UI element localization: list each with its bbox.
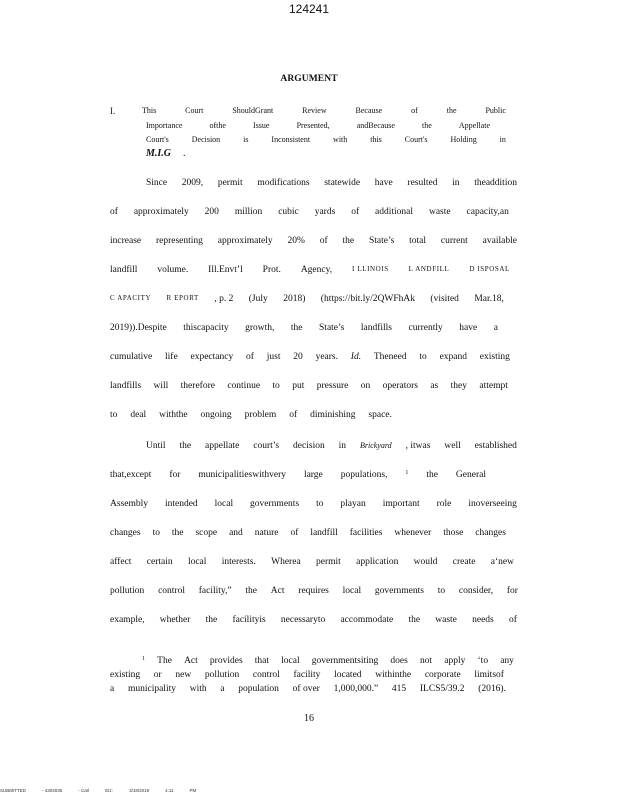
word: Court's bbox=[146, 135, 169, 144]
word: limitsof bbox=[474, 670, 504, 680]
word: ongoing bbox=[200, 410, 232, 420]
word: changes bbox=[475, 528, 506, 538]
word: Court's bbox=[404, 135, 428, 144]
word: needs bbox=[472, 615, 494, 625]
word: control bbox=[158, 586, 185, 596]
word: example, bbox=[110, 615, 145, 625]
word: of bbox=[508, 615, 517, 625]
word: Appellate bbox=[458, 121, 490, 130]
word: a bbox=[220, 684, 225, 694]
word: nature bbox=[254, 528, 279, 538]
word: increase bbox=[110, 236, 142, 246]
word: of bbox=[110, 207, 118, 217]
paragraph-2-line-5 bbox=[110, 557, 514, 567]
word: the bbox=[408, 615, 421, 625]
word: the bbox=[446, 106, 457, 115]
word: pollution bbox=[110, 586, 145, 596]
word: I LLINOIS bbox=[352, 265, 389, 273]
word: landfill bbox=[110, 265, 138, 275]
word: important bbox=[382, 499, 420, 509]
paragraph-1-line-5 bbox=[110, 294, 504, 304]
filing-stamp bbox=[0, 788, 196, 793]
word: the bbox=[422, 121, 432, 130]
word: the bbox=[171, 528, 184, 538]
stamp-text: - 4304035 bbox=[42, 788, 63, 793]
word: cumulative bbox=[110, 352, 153, 362]
word: (https://bit.ly/2QWFhAk bbox=[320, 294, 415, 304]
stamp-text: Etz: bbox=[105, 788, 114, 793]
word: 20% bbox=[287, 236, 305, 246]
word: that,except bbox=[110, 470, 152, 480]
word: with bbox=[333, 135, 348, 144]
paragraph-1-line-3 bbox=[110, 236, 517, 246]
paragraph-1-line-2 bbox=[110, 207, 509, 217]
word: the bbox=[179, 441, 192, 451]
point-heading-line-1 bbox=[142, 106, 506, 115]
word: large bbox=[303, 470, 323, 480]
word: as bbox=[430, 381, 439, 391]
word: have bbox=[459, 323, 478, 333]
word: of bbox=[289, 410, 298, 420]
case-name-mig: M.I.G bbox=[146, 148, 172, 159]
word: Importance bbox=[146, 121, 183, 130]
word: Holding bbox=[450, 135, 477, 144]
word: of over bbox=[292, 684, 320, 694]
word: would bbox=[413, 557, 438, 567]
word: (July bbox=[248, 294, 268, 304]
word: whenever bbox=[394, 528, 432, 538]
word: new bbox=[175, 670, 192, 680]
word: , itwas bbox=[405, 441, 431, 451]
word: therefore bbox=[180, 381, 215, 391]
word: 2009, bbox=[181, 178, 204, 188]
word: court’s bbox=[253, 441, 280, 451]
footnote-number: 1 bbox=[142, 656, 145, 662]
word: Assembly bbox=[110, 499, 148, 509]
word: . bbox=[183, 148, 186, 159]
word: population bbox=[238, 684, 279, 694]
word: to bbox=[316, 499, 324, 509]
paragraph-2-line-3 bbox=[110, 499, 517, 509]
word: of bbox=[246, 352, 254, 362]
word: municipalitieswithvery bbox=[198, 470, 286, 480]
paragraph-2-line-6 bbox=[110, 586, 518, 596]
word: life bbox=[165, 352, 178, 362]
word: Court bbox=[185, 106, 204, 115]
word: playan bbox=[340, 499, 366, 509]
word: years. bbox=[315, 352, 338, 362]
word: for bbox=[506, 586, 518, 596]
word: affect bbox=[110, 557, 132, 567]
word: ShouldGrant bbox=[232, 106, 274, 115]
word: governments bbox=[250, 499, 300, 509]
word: provides bbox=[209, 656, 243, 666]
word: space. bbox=[368, 410, 392, 420]
word: landfills bbox=[110, 381, 142, 391]
footnote-marker: 1 bbox=[405, 470, 409, 476]
word: Review bbox=[302, 106, 327, 115]
footnote-line-3 bbox=[110, 684, 506, 694]
word: with bbox=[189, 684, 207, 694]
word: yards bbox=[314, 207, 336, 217]
word: in bbox=[499, 135, 506, 144]
word: populations, bbox=[340, 470, 388, 480]
word: facilities bbox=[349, 528, 383, 538]
word: approximately bbox=[133, 207, 189, 217]
paragraph-2-line-2 bbox=[110, 470, 486, 480]
stamp-text: - Carl bbox=[78, 788, 90, 793]
word: 2018) bbox=[283, 294, 306, 304]
point-heading-line-2 bbox=[146, 121, 490, 130]
word: available bbox=[482, 236, 517, 246]
word: 1,000,000.” bbox=[333, 684, 379, 694]
paragraph-1-line-4 bbox=[110, 265, 510, 275]
word: will bbox=[153, 381, 169, 391]
word: landfills bbox=[360, 323, 392, 333]
word: Until bbox=[146, 441, 166, 451]
word: a bbox=[493, 323, 498, 333]
word: growth, bbox=[245, 323, 275, 333]
word: is bbox=[243, 135, 249, 144]
word: approximately bbox=[217, 236, 273, 246]
paragraph-1-line-8 bbox=[110, 381, 508, 391]
word: local bbox=[187, 557, 207, 567]
word: Because bbox=[355, 106, 383, 115]
word: decision bbox=[293, 441, 325, 451]
word: to bbox=[110, 410, 118, 420]
word: capacity,an bbox=[466, 207, 509, 217]
word: State’s bbox=[319, 323, 345, 333]
paragraph-1-line-6 bbox=[110, 323, 498, 333]
word: or bbox=[153, 670, 162, 680]
word: appellate bbox=[205, 441, 240, 451]
stamp-text: 3/18/2019 bbox=[129, 788, 150, 793]
word: the bbox=[342, 236, 355, 246]
word: resulted bbox=[407, 178, 438, 188]
paragraph-1-line-1 bbox=[146, 178, 517, 188]
word: theaddition bbox=[474, 178, 517, 188]
document-number: 124241 bbox=[288, 2, 330, 16]
point-number: I. bbox=[110, 106, 116, 116]
word: pressure bbox=[316, 381, 349, 391]
word: (visited bbox=[430, 294, 459, 304]
word: General bbox=[455, 470, 486, 480]
word: to bbox=[419, 352, 427, 362]
word: landfill bbox=[310, 528, 338, 538]
word: current bbox=[440, 236, 468, 246]
word: permit bbox=[217, 178, 243, 188]
word: governmentsiting bbox=[311, 656, 379, 666]
word: have bbox=[374, 178, 393, 188]
word: whether bbox=[159, 615, 191, 625]
word: necessaryto bbox=[280, 615, 326, 625]
word: governments bbox=[374, 586, 424, 596]
word: withthe bbox=[159, 410, 188, 420]
word: Presented, bbox=[296, 121, 330, 130]
word: Wherea bbox=[271, 557, 301, 567]
footnote-line-1 bbox=[142, 656, 514, 666]
word: a‘new bbox=[490, 557, 514, 567]
word: existing bbox=[479, 352, 510, 362]
word: just bbox=[266, 352, 281, 362]
word: problem bbox=[244, 410, 277, 420]
stamp-text: 4:11 bbox=[165, 788, 174, 793]
word: andBecause bbox=[356, 121, 395, 130]
word: Id. bbox=[350, 352, 362, 362]
word: facility,” bbox=[198, 586, 232, 596]
word: on bbox=[360, 381, 371, 391]
word: and bbox=[229, 528, 243, 538]
word: of bbox=[290, 528, 299, 538]
paragraph-2-line-7 bbox=[110, 615, 517, 625]
word: Issue bbox=[253, 121, 270, 130]
word: those bbox=[443, 528, 464, 538]
word: in bbox=[452, 178, 460, 188]
word: local bbox=[281, 656, 300, 666]
word: Act bbox=[184, 656, 198, 666]
word: Decision bbox=[191, 135, 221, 144]
word: create bbox=[452, 557, 476, 567]
word: application bbox=[356, 557, 399, 567]
word: municipality bbox=[127, 684, 176, 694]
word: existing bbox=[110, 670, 141, 680]
word: the bbox=[426, 470, 438, 480]
word: continue bbox=[227, 381, 261, 391]
word: ofthe bbox=[209, 121, 226, 130]
word: the bbox=[205, 615, 218, 625]
word: put bbox=[292, 381, 305, 391]
word: a bbox=[110, 684, 115, 694]
word: to bbox=[152, 528, 160, 538]
word: the bbox=[245, 586, 258, 596]
word: volume. bbox=[157, 265, 189, 275]
word: consider, bbox=[458, 586, 494, 596]
word: that bbox=[254, 656, 270, 666]
word: expectancy bbox=[190, 352, 234, 362]
word: scope bbox=[195, 528, 218, 538]
paragraph-1-line-9 bbox=[110, 410, 392, 420]
word: corporate bbox=[424, 670, 461, 680]
stamp-text: PM bbox=[189, 788, 197, 793]
word: C APACITY bbox=[110, 294, 152, 302]
word: 200 bbox=[204, 207, 219, 217]
word: to bbox=[437, 586, 446, 596]
word: requires bbox=[298, 586, 329, 596]
word: Inconsistent bbox=[271, 135, 311, 144]
word: any bbox=[500, 656, 514, 666]
word: inoverseeing bbox=[468, 499, 517, 509]
word: pollution bbox=[204, 670, 240, 680]
word: not bbox=[419, 656, 433, 666]
word: does bbox=[390, 656, 408, 666]
word: R EPORT bbox=[166, 294, 199, 302]
word: established bbox=[474, 441, 517, 451]
word: facilityis bbox=[232, 615, 266, 625]
word: of bbox=[351, 207, 360, 217]
page-number: 16 bbox=[304, 713, 314, 724]
word: additional bbox=[375, 207, 414, 217]
word: this bbox=[370, 135, 382, 144]
word: apply bbox=[444, 656, 466, 666]
word: , p. 2 bbox=[214, 294, 234, 304]
word: attempt bbox=[479, 381, 508, 391]
word: ‘to bbox=[477, 656, 489, 666]
word: waste bbox=[428, 207, 451, 217]
word: for bbox=[169, 470, 181, 480]
word: interests. bbox=[221, 557, 256, 567]
case-name-brickyard: Brickyard bbox=[359, 441, 392, 450]
word: Public bbox=[485, 106, 506, 115]
word: Ill.Envt’l bbox=[208, 265, 243, 275]
point-heading-line-3 bbox=[146, 135, 506, 144]
word: million bbox=[234, 207, 263, 217]
word: local bbox=[214, 499, 234, 509]
word: representing bbox=[155, 236, 203, 246]
word: operators bbox=[382, 381, 418, 391]
word: well bbox=[444, 441, 461, 451]
word: withinthe bbox=[375, 670, 412, 680]
paragraph-1-line-7 bbox=[110, 352, 510, 362]
word: State’s bbox=[368, 236, 395, 246]
word: Since bbox=[146, 178, 168, 188]
word: changes bbox=[110, 528, 141, 538]
stamp-text: SUBMITTED bbox=[0, 788, 27, 793]
word: Prot. bbox=[262, 265, 281, 275]
word: facility bbox=[293, 670, 321, 680]
word: D ISPOSAL bbox=[469, 265, 510, 273]
footnote-line-2 bbox=[110, 670, 504, 680]
word: currently bbox=[408, 323, 443, 333]
word: Act bbox=[270, 586, 285, 596]
word: the bbox=[290, 323, 303, 333]
word: of bbox=[319, 236, 328, 246]
word: of bbox=[411, 106, 418, 115]
word: This bbox=[142, 106, 157, 115]
word: control bbox=[252, 670, 280, 680]
word: accommodate bbox=[340, 615, 394, 625]
word: 20 bbox=[293, 352, 303, 362]
word: Agency, bbox=[300, 265, 333, 275]
word: certain bbox=[146, 557, 173, 567]
word: to bbox=[272, 381, 280, 391]
word: total bbox=[409, 236, 427, 246]
word: 415 bbox=[391, 684, 407, 694]
word: The bbox=[157, 656, 172, 666]
word: deal bbox=[130, 410, 147, 420]
word: located bbox=[334, 670, 362, 680]
word: in bbox=[338, 441, 347, 451]
paragraph-2-line-1 bbox=[146, 441, 517, 451]
word: ILCS5/39.2 bbox=[419, 684, 465, 694]
word: intended bbox=[164, 499, 198, 509]
word: local bbox=[342, 586, 362, 596]
word: permit bbox=[315, 557, 341, 567]
word: cubic bbox=[278, 207, 299, 217]
point-heading-line-4 bbox=[146, 148, 186, 159]
word: waste bbox=[435, 615, 457, 625]
word: statewide bbox=[324, 178, 361, 188]
word: Theneed bbox=[373, 352, 407, 362]
paragraph-2-line-4 bbox=[110, 528, 506, 538]
word: 2019)).Despite bbox=[110, 323, 167, 333]
word: (2016). bbox=[478, 684, 506, 694]
word: L ANDFILL bbox=[408, 265, 450, 273]
word: thiscapacity bbox=[183, 323, 229, 333]
word: diminishing bbox=[310, 410, 356, 420]
word: modifications bbox=[257, 178, 310, 188]
word: Mar.18, bbox=[474, 294, 504, 304]
section-heading: ARGUMENT bbox=[280, 74, 338, 84]
word: they bbox=[450, 381, 467, 391]
word: expand bbox=[439, 352, 467, 362]
word: role bbox=[436, 499, 452, 509]
